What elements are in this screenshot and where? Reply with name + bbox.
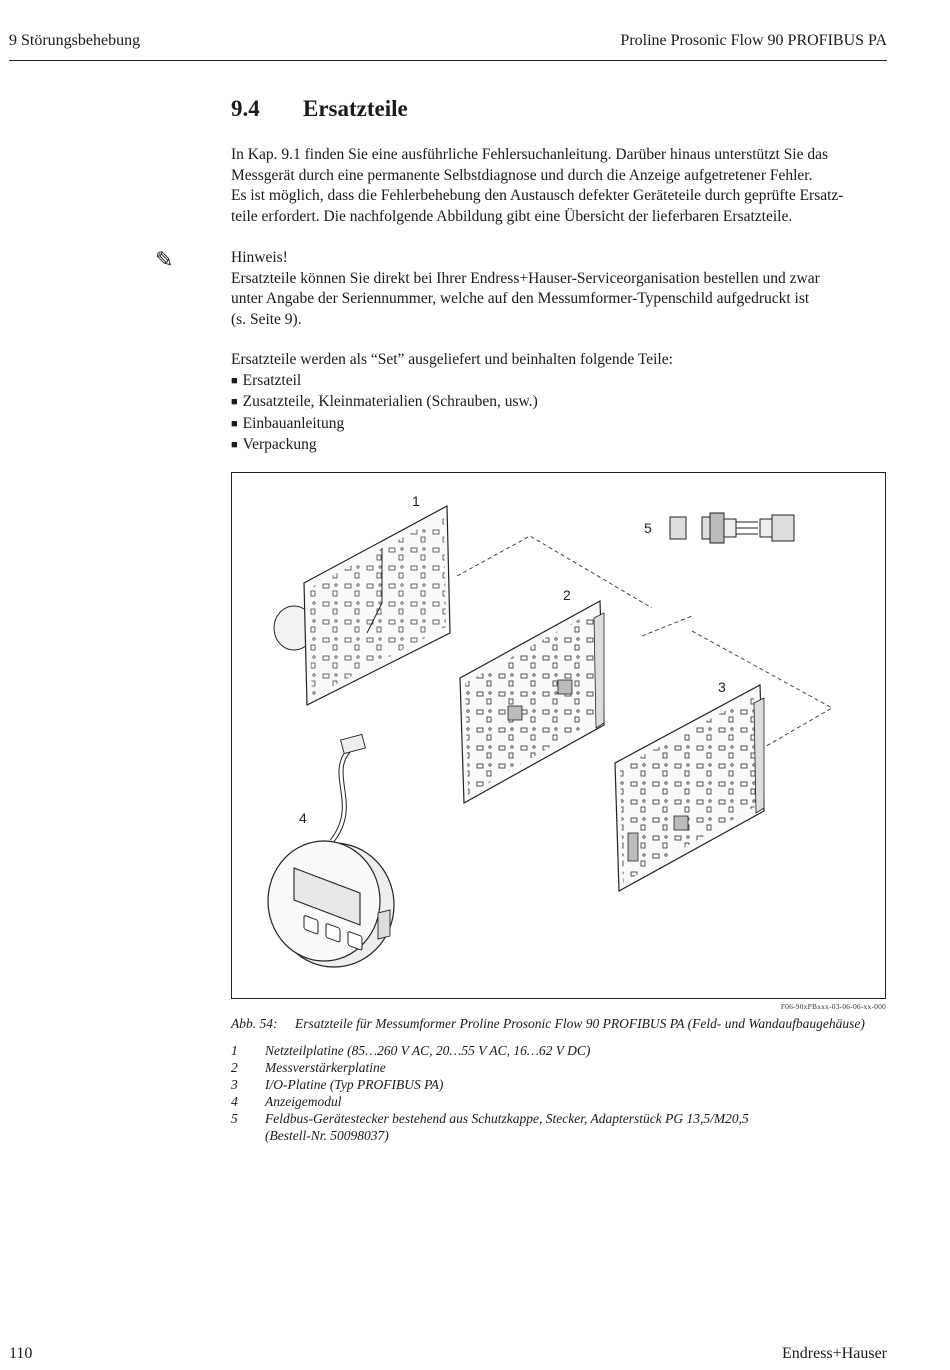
intro-paragraph	[231, 145, 891, 227]
legend-row: 4 Anzeigemodul	[231, 1094, 342, 1109]
intro-line: In Kap. 9.1 finden Sie eine ausführliche Fehlersuchanleitung. Darüber hinaus unterstützt Sie das	[231, 146, 829, 163]
spare-parts-illustration	[232, 473, 885, 998]
io-board	[615, 685, 764, 891]
display-module	[268, 734, 394, 967]
figure-caption	[231, 1016, 891, 1032]
note-line: unter Angabe der Seriennummer, welche auf den Messumformer-Typenschild aufgedruckt ist	[231, 290, 810, 307]
callout-5: 5	[644, 520, 652, 536]
callout-3: 3	[718, 679, 726, 695]
caption-text: Ersatzteile für Messumformer Proline Prosonic Flow 90 PROFIBUS PA (Feld- und Wandaufbaugehäuse)	[295, 1016, 865, 1031]
intro-line: Messgerät durch eine permanente Selbstdiagnose und durch die Anzeige aufgetretener Fehler.	[231, 166, 813, 184]
list-item: ■ Ersatzteil	[231, 371, 891, 393]
callout-1: 1	[412, 493, 420, 509]
figure-code: F06-90xPBxxx-03-06-06-xx-000	[780, 1002, 886, 1011]
header-rule	[9, 60, 887, 61]
note-line: Ersatzteile können Sie direkt bei Ihrer Endress+Hauser-Serviceorganisation bestellen und zwar	[231, 269, 820, 287]
callout-2: 2	[563, 587, 571, 603]
set-list	[231, 371, 891, 457]
caption-label: Abb. 54:	[231, 1016, 278, 1031]
header-chapter: 9 Störungsbehebung	[9, 32, 141, 49]
legend-row: 3 I/O-Platine (Typ PROFIBUS PA)	[231, 1077, 444, 1092]
pencil-icon: ✎	[155, 248, 174, 273]
intro-line: Es ist möglich, dass die Fehlerbehebung den Austausch defekter Geräteteile durch geprüfte Ersatz-	[231, 187, 844, 204]
amplifier-board	[460, 601, 604, 803]
note-title: Hinweis!	[231, 249, 288, 266]
header-product: Proline Prosonic Flow 90 PROFIBUS PA	[620, 32, 887, 49]
legend-row: 5 Feldbus-Gerätestecker bestehend aus Schutzkappe, Stecker, Adapterstück PG 13,5/M20,5	[231, 1111, 749, 1126]
list-item: ■ Zusatzteile, Kleinmaterialien (Schrauben, usw.)	[231, 392, 891, 414]
fieldbus-connector	[670, 513, 794, 543]
figure-legend	[231, 1042, 891, 1144]
legend-row: 1 Netzteilplatine (85…260 V AC, 20…55 V AC, 16…62 V DC)	[231, 1043, 591, 1058]
list-item: ■ Einbauanleitung	[231, 414, 891, 436]
set-intro: Ersatzteile werden als “Set” ausgeliefert und beinhalten folgende Teile:	[231, 351, 673, 368]
power-supply-board	[274, 506, 450, 705]
page-number: 110	[9, 1345, 33, 1362]
legend-row: (Bestell-Nr. 50098037)	[265, 1128, 389, 1143]
intro-line: teile erfordert. Die nachfolgende Abbildung gibt eine Übersicht der lieferbaren Ersatzteile.	[231, 207, 793, 225]
set-info	[231, 350, 891, 457]
list-item: ■ Verpackung	[231, 435, 891, 457]
section-title: Ersatzteile	[303, 96, 408, 121]
figure-box	[231, 472, 886, 999]
section-number: 9.4	[231, 96, 260, 121]
callout-4: 4	[299, 810, 307, 826]
legend-row: 2 Messverstärkerplatine	[231, 1060, 386, 1075]
section-heading	[231, 96, 408, 122]
note-line: (s. Seite 9).	[231, 310, 302, 328]
footer-brand: Endress+Hauser	[782, 1345, 887, 1362]
note-block	[231, 248, 891, 330]
